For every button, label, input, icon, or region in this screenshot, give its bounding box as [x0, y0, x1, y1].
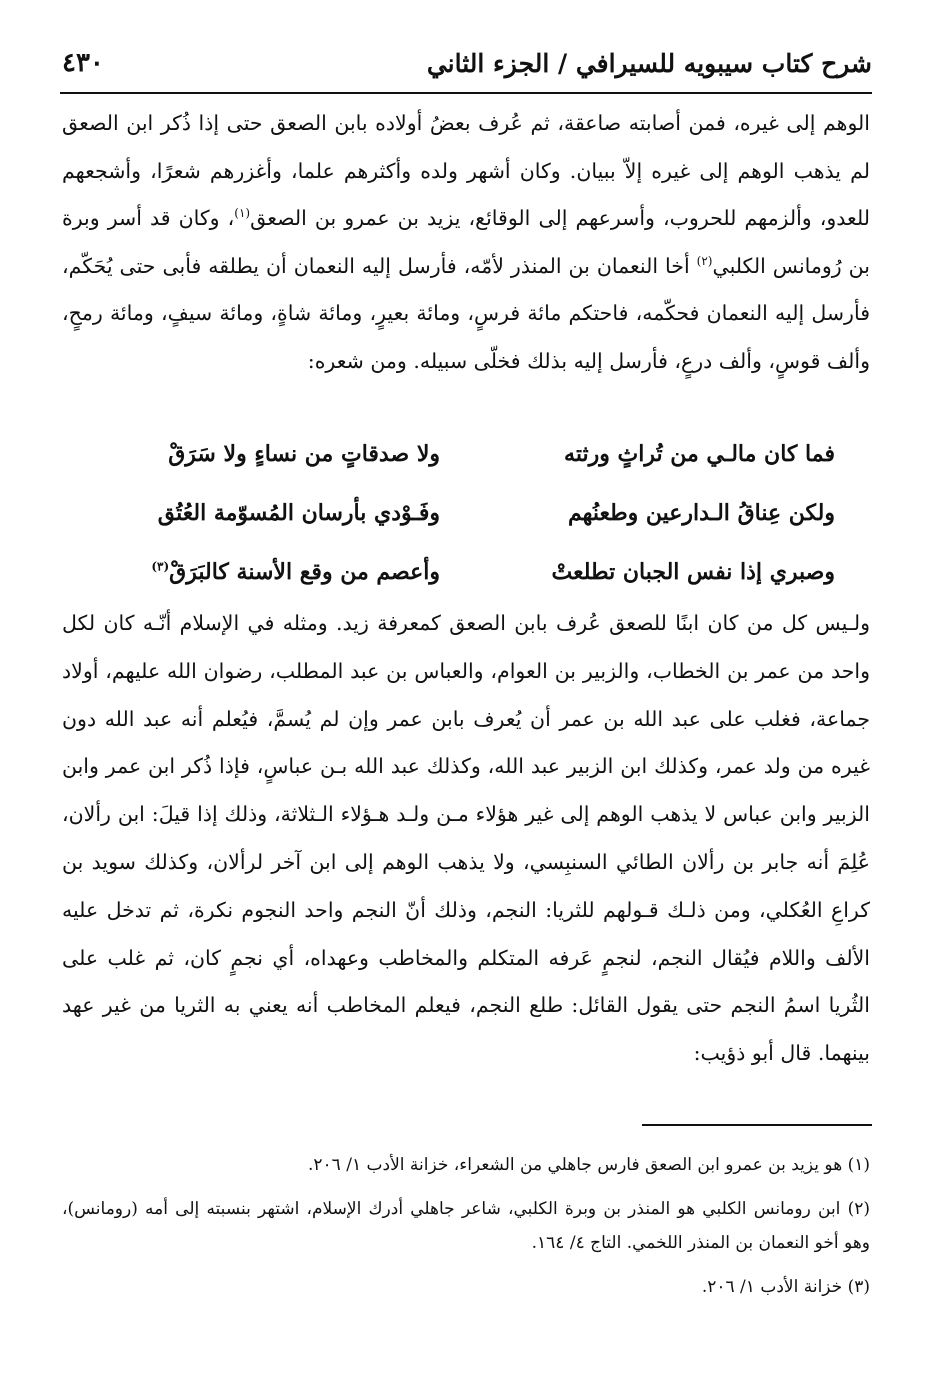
paragraph-1 — [62, 100, 870, 386]
verse-first-hemistich: وصبري إذا نفس الجبان تطلعتْ — [551, 558, 835, 585]
paragraph-1-part-a: الوهم إلى غيره، فمن أصابته صاعقة، ثم عُرف بعضُ أولاده بابن الصعق حتى إذا ذُكر ابن الصعق لم يذهب الوهم إلى غيره إلاّ ببيان. وكان أشهر ولده وأكثرهم علما، وأغزرهم شعرًا، وأشجعهم للعدو، وألزمهم للحروب، وأسرعهم إلى الوقائع، يزيد بن عمرو بن الصعق — [62, 111, 870, 231]
verse-second-hemistich: وفَـوْدي بأرسان المُسوّمة العُتُق — [157, 499, 440, 526]
poem-verses — [100, 424, 835, 601]
paragraph-1-part-c: أخا النعمان بن المنذر لأمّه، فأرسل إليه النعمان أن يطلقه فأبى حتى يُحَكّم، فأرسل إليه النعمان فحكّمه، فاحتكم مائة فرسٍ، ومائة بعيرٍ، ومائة شاةٍ، ومائة سيفٍ، ومائة رمحٍ، وألف قوسٍ، وألف درعٍ، فأرسل إليه بذلك فخلّى سبيله. ومن شعره: — [62, 253, 870, 373]
footnote-2: (٢) ابن رومانس الكلبي هو المنذر بن وبرة الكلبي، شاعر جاهلي أدرك الإسلام، اشتهر بنسبته إلى أمه (رومانس)، وهو أخو النعمان بن المنذر اللخمي. التاج ٤/ ١٦٤. — [62, 1199, 870, 1253]
footnotes — [62, 1148, 870, 1314]
footnote-divider — [642, 1124, 872, 1126]
footnote-marker-3: (٣) — [151, 559, 170, 574]
verse-text: وأعصم من وقع الأسنة كالبَرَقْ — [169, 558, 440, 585]
verse-second-hemistich — [100, 559, 440, 585]
page-number: ٤٣٠ — [62, 48, 104, 78]
verse-first-hemistich: ولكن عِناقُ الـدارعين وطعنُهم — [568, 499, 835, 526]
footnote-marker-2: (٢) — [696, 253, 713, 268]
paragraph-1-part-b: ، وكان قد أسر وبرة بن رُومانس الكلبي — [62, 206, 870, 278]
footnote-3: (٣) خزانة الأدب ١/ ٢٠٦. — [701, 1277, 870, 1297]
header-divider — [60, 92, 872, 94]
verse-line — [100, 483, 835, 542]
verse-second-hemistich: ولا صدقاتٍ من نساءٍ ولا سَرَقْ — [168, 440, 440, 467]
verse-first-hemistich: فما كان مالـي من تُراثٍ ورثته — [564, 440, 835, 467]
main-text-block-1 — [62, 100, 870, 386]
page-header — [62, 38, 872, 88]
verse-line — [100, 424, 835, 483]
footnote-1: (١) هو يزيد بن عمرو ابن الصعق فارس جاهلي من الشعراء، خزانة الأدب ١/ ٢٠٦. — [308, 1155, 870, 1175]
running-title: شرح كتاب سيبويه للسيرافي / الجزء الثاني — [426, 48, 872, 78]
footnote-marker-1: (١) — [234, 206, 251, 221]
main-text-block-2 — [62, 600, 870, 1078]
verse-line — [100, 542, 835, 601]
paragraph-2: ولـيس كل من كان ابنًا للصعق عُرف بابن الصعق كمعرفة زيد. ومثله في الإسلام أنّـه كان لكل واحد من عمر بن الخطاب، والزبير بن العوام، والعباس بن عبد المطلب، رضوان الله عليهم، أولاد جماعة، فغلب على عبد الله بن عمر أن يُعرف بابن عمر وإن لم يُسمَّ، فيُعلم أنه عبد الله دون غيره من ولد عمر، وكذلك ابن الزبير عبد الله، وكذلك عبد الله بـن عباسٍ، فإذا ذُكر ابن عمر وابن الزبير وابن عباس لا يذهب الوهم إلى غير هؤلاء مـن ولـد هـؤلاء الـثلاثة، وذلك إذا قيلَ: ابن رألان، عُلِمَ أنه جابر بن رألان الطائي السنبِسي، ولا يذهب الوهم إلى ابن آخر لرألان، وكذلك سويد بن كراعِ العُكلي، ومن ذلـك قـولهم للثريا: النجم، وذلك أنّ النجم واحد النجوم نكرة، ثم تدخل عليه الألف واللام فيُقال النجم، لنجمٍ عَرفه المتكلم والمخاطب وعهداه، أي نجمٍ كان، ثم غلب على الثُريا اسمُ النجم حتى يقول القائل: طلع النجم، فيعلم المخاطب أنه يعني به الثريا من غير عهد بينهما. قال أبو ذؤيب: — [62, 611, 870, 1066]
